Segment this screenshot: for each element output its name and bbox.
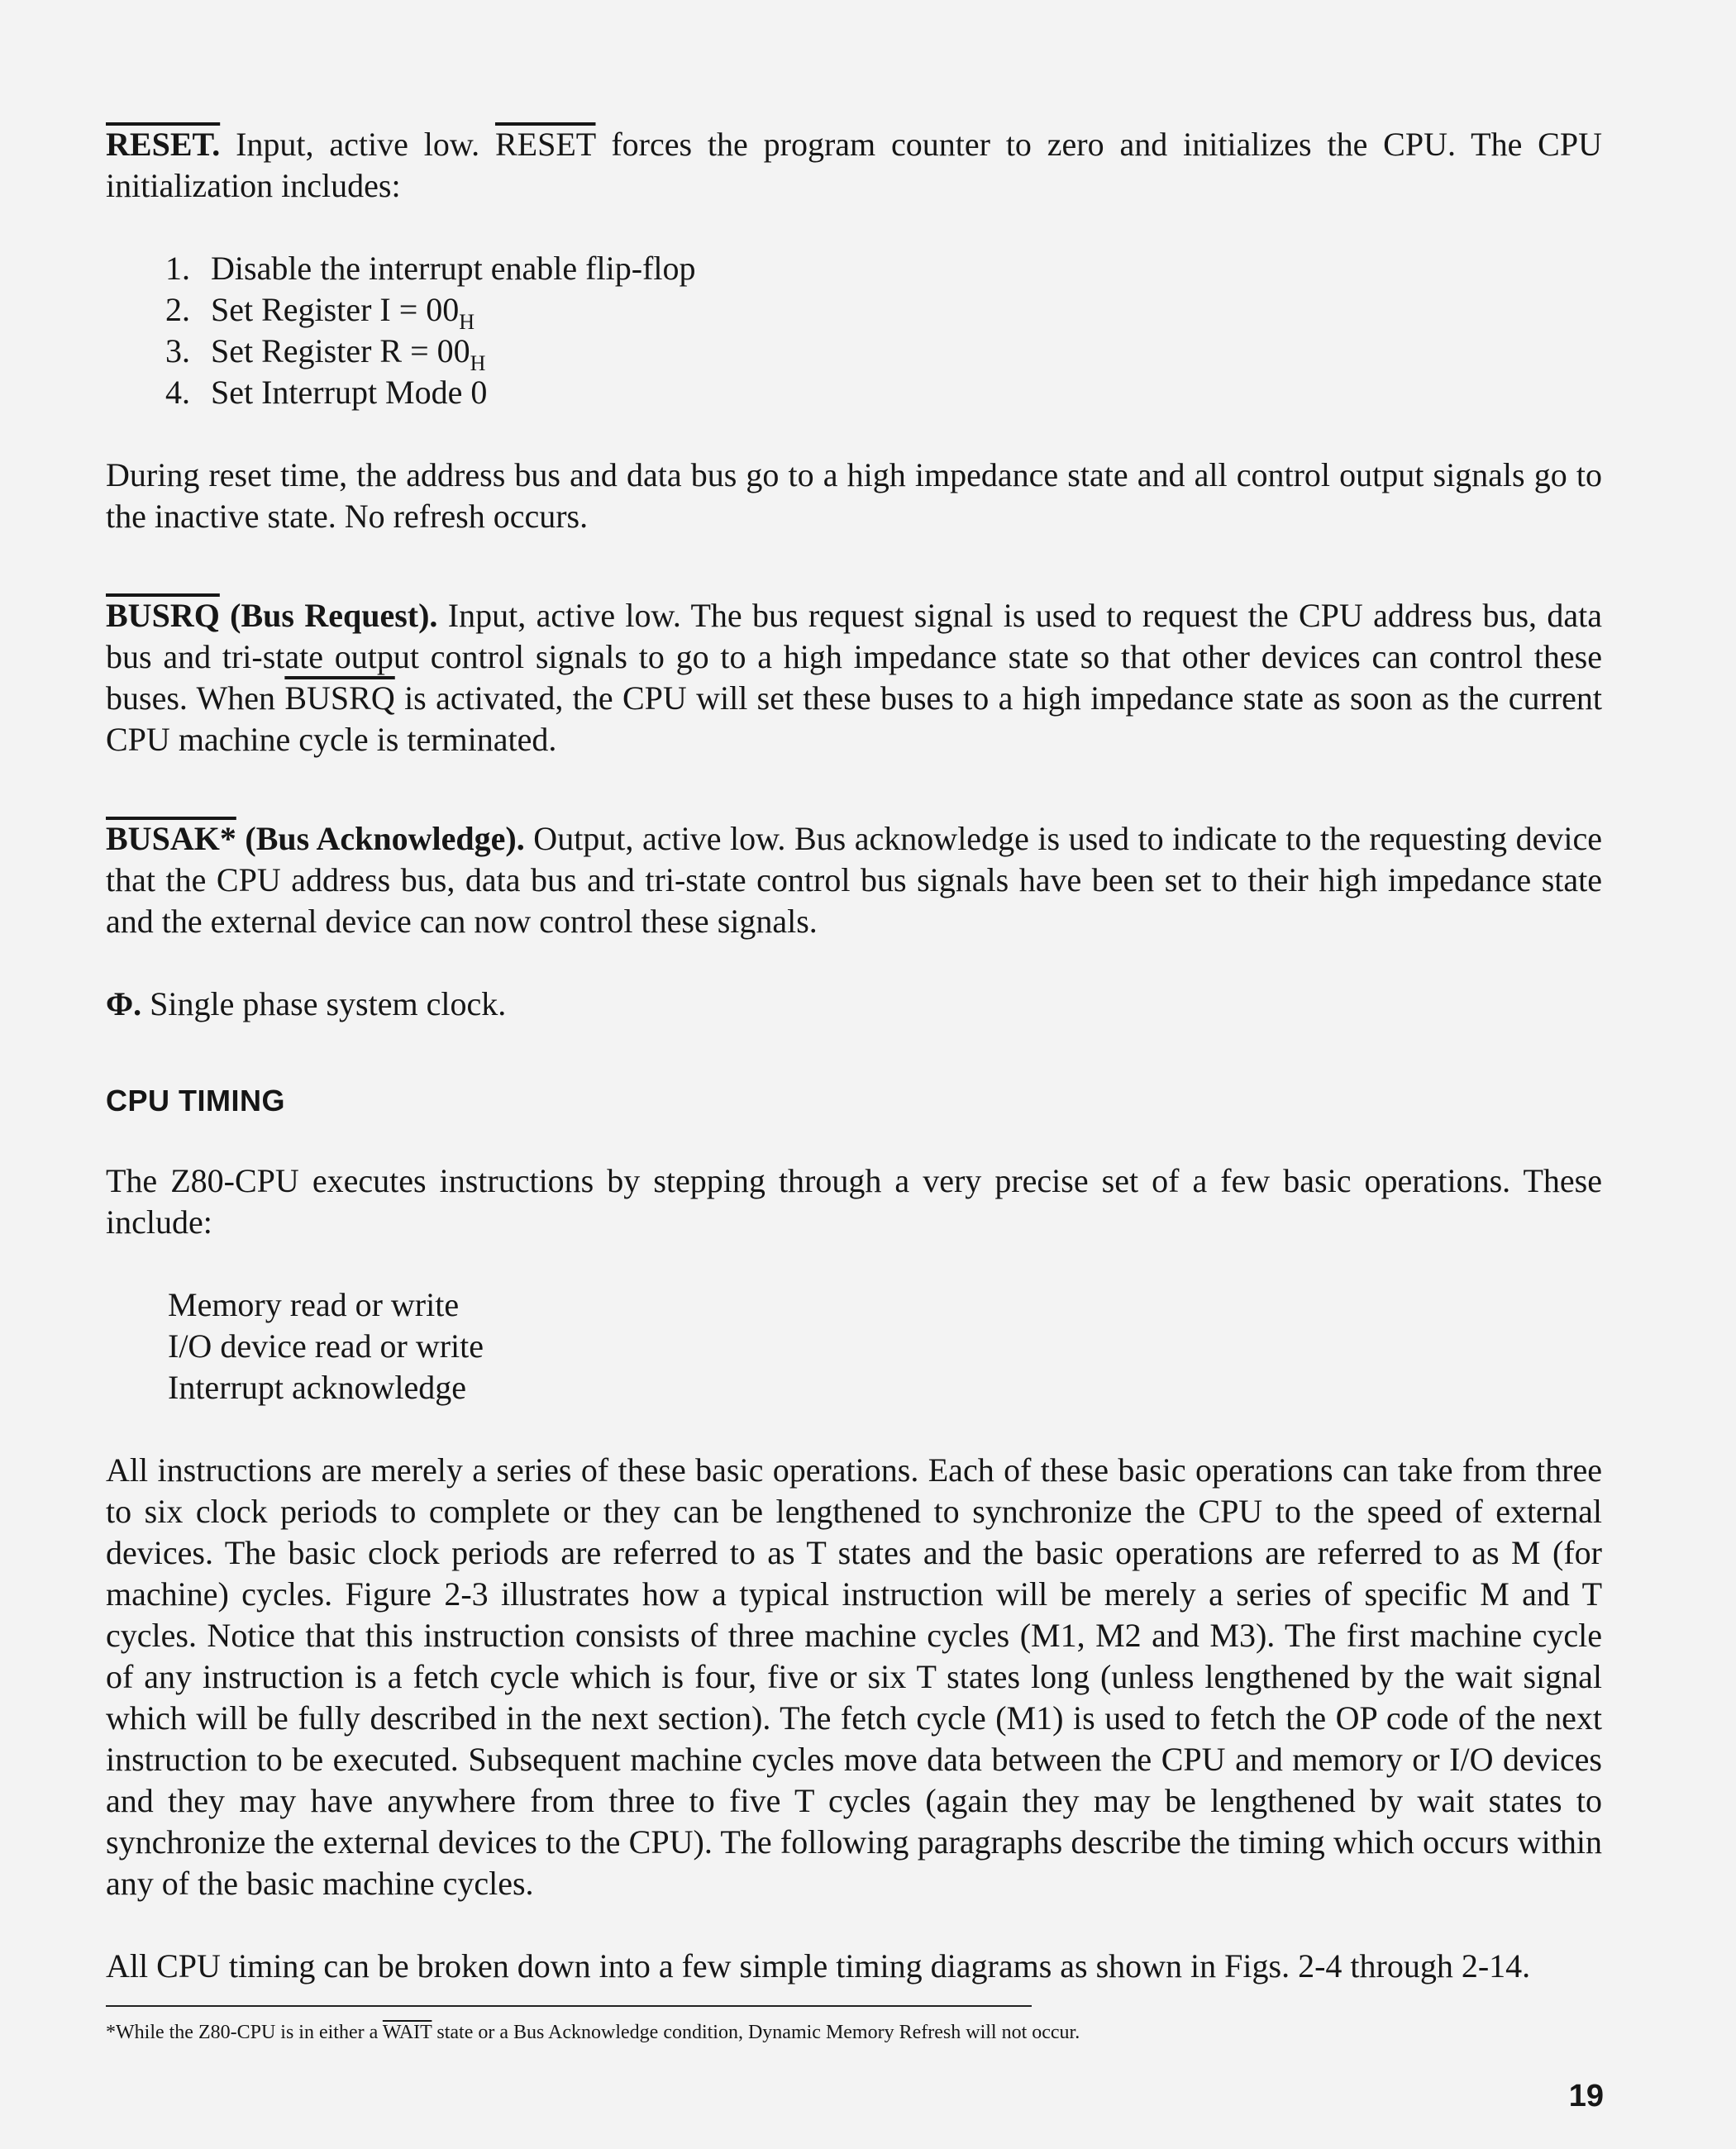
cpu-timing-paragraph-2: All CPU timing can be broken down into a few simple timing diagrams as shown in Figs. 2-4 through 2-14. [106,1947,1531,1985]
cpu-timing-intro: The Z80-CPU executes instructions by stepping through a very precise set of a few basic operations. These include: [106,1162,1602,1241]
busak-desc: Output, active low. Bus acknowledge is used to indicate to the requesting device that the CPU address bus, data bus and tri-state control bus signals have been set to their high impedance state and the external device can now control these signals. [106,820,1602,940]
list-item: I/O device read or write [168,1327,484,1365]
phi-term: Φ. [106,985,142,1022]
list-item: 1. Disable the interrupt enable flip-flop [165,250,696,287]
section-heading: CPU TIMING [106,1084,285,1117]
reset-steps-list [165,248,1602,413]
busrq-desc-1: Input, active low. The bus request signal is used to request the CPU address bus, data bus and tri-state output control signals to go to a high impedance state so that other devices can control these buses. When [106,597,1603,717]
footnote: *While the Z80-CPU is in either a WAIT state or a Bus Acknowledge condition, Dynamic Memory Refresh will not occur. [106,2022,1080,2043]
busak-term-rest: (Bus Acknowledge). [236,820,525,857]
phi-paragraph [106,984,1602,1025]
list-item: 4. Set Interrupt Mode 0 [165,374,488,411]
busak-term: BUSAK* [106,820,236,857]
busrq-paragraph [106,595,1602,760]
page-content [106,124,1602,2045]
reset-term-inline: RESET [494,126,596,163]
phi-desc: Single phase system clock. [141,985,507,1022]
cpu-timing-paragraph-1: All instructions are merely a series of these basic operations. Each of these basic operations can take from three to six clock periods to complete or they can be lengthened to synchronize the CPU to the speed of external devices. The basic clock periods are referred to as T states and the basic operations are referred to as M (for machine) cycles. Figure 2-3 illustrates how a typical instruction will be merely a series of specific M and T cycles. Notice that this instruction consists of three machine cycles (M1, M2 and M3). The first machine cycle of any instruction is a fetch cycle which is four, five or six T states long (unless lengthened by the wait signal which will be fully described in the next section). The fetch cycle (M1) is used to fetch the OP code of the next instruction to be executed. Subsequent machine cycles move data between the CPU and memory or I/O devices and they may have anywhere from three to five T cycles (again they may be lengthened by wait states to synchronize the external devices to the CPU). The following paragraphs describe the timing which occurs within any of the basic machine cycles. [106,1451,1602,1902]
reset-desc-1: Input, active low. [220,126,495,163]
reset-paragraph [106,124,1602,207]
busrq-term-inline: BUSRQ [284,679,395,717]
reset-after-paragraph: During reset time, the address bus and data bus go to a high impedance state and all control output signals go to the inactive state. No refresh occurs. [106,456,1602,535]
footnote-wait-term: WAIT [382,2022,432,2043]
list-item: 3. Set Register $R = 00_H$ [165,332,486,375]
busak-paragraph [106,818,1602,942]
busrq-desc-2: is activated, the CPU will set these buses to a high impedance state as soon as the current CPU machine cycle is terminated. [106,679,1603,758]
busrq-term: BUSRQ [106,597,220,634]
list-item: 2. Set Register $I = 00_H$ [165,291,475,334]
busrq-term-rest: (Bus Request). [219,597,438,634]
page-number: 19 [1568,2079,1604,2113]
list-item: Interrupt acknowledge [168,1369,466,1406]
reset-desc-2: forces the program counter to zero and initializes the CPU. The CPU initialization includes: [106,126,1602,204]
list-item: Memory read or write [168,1286,460,1323]
reset-term: RESET. [106,126,221,163]
operations-list [168,1284,1602,1408]
